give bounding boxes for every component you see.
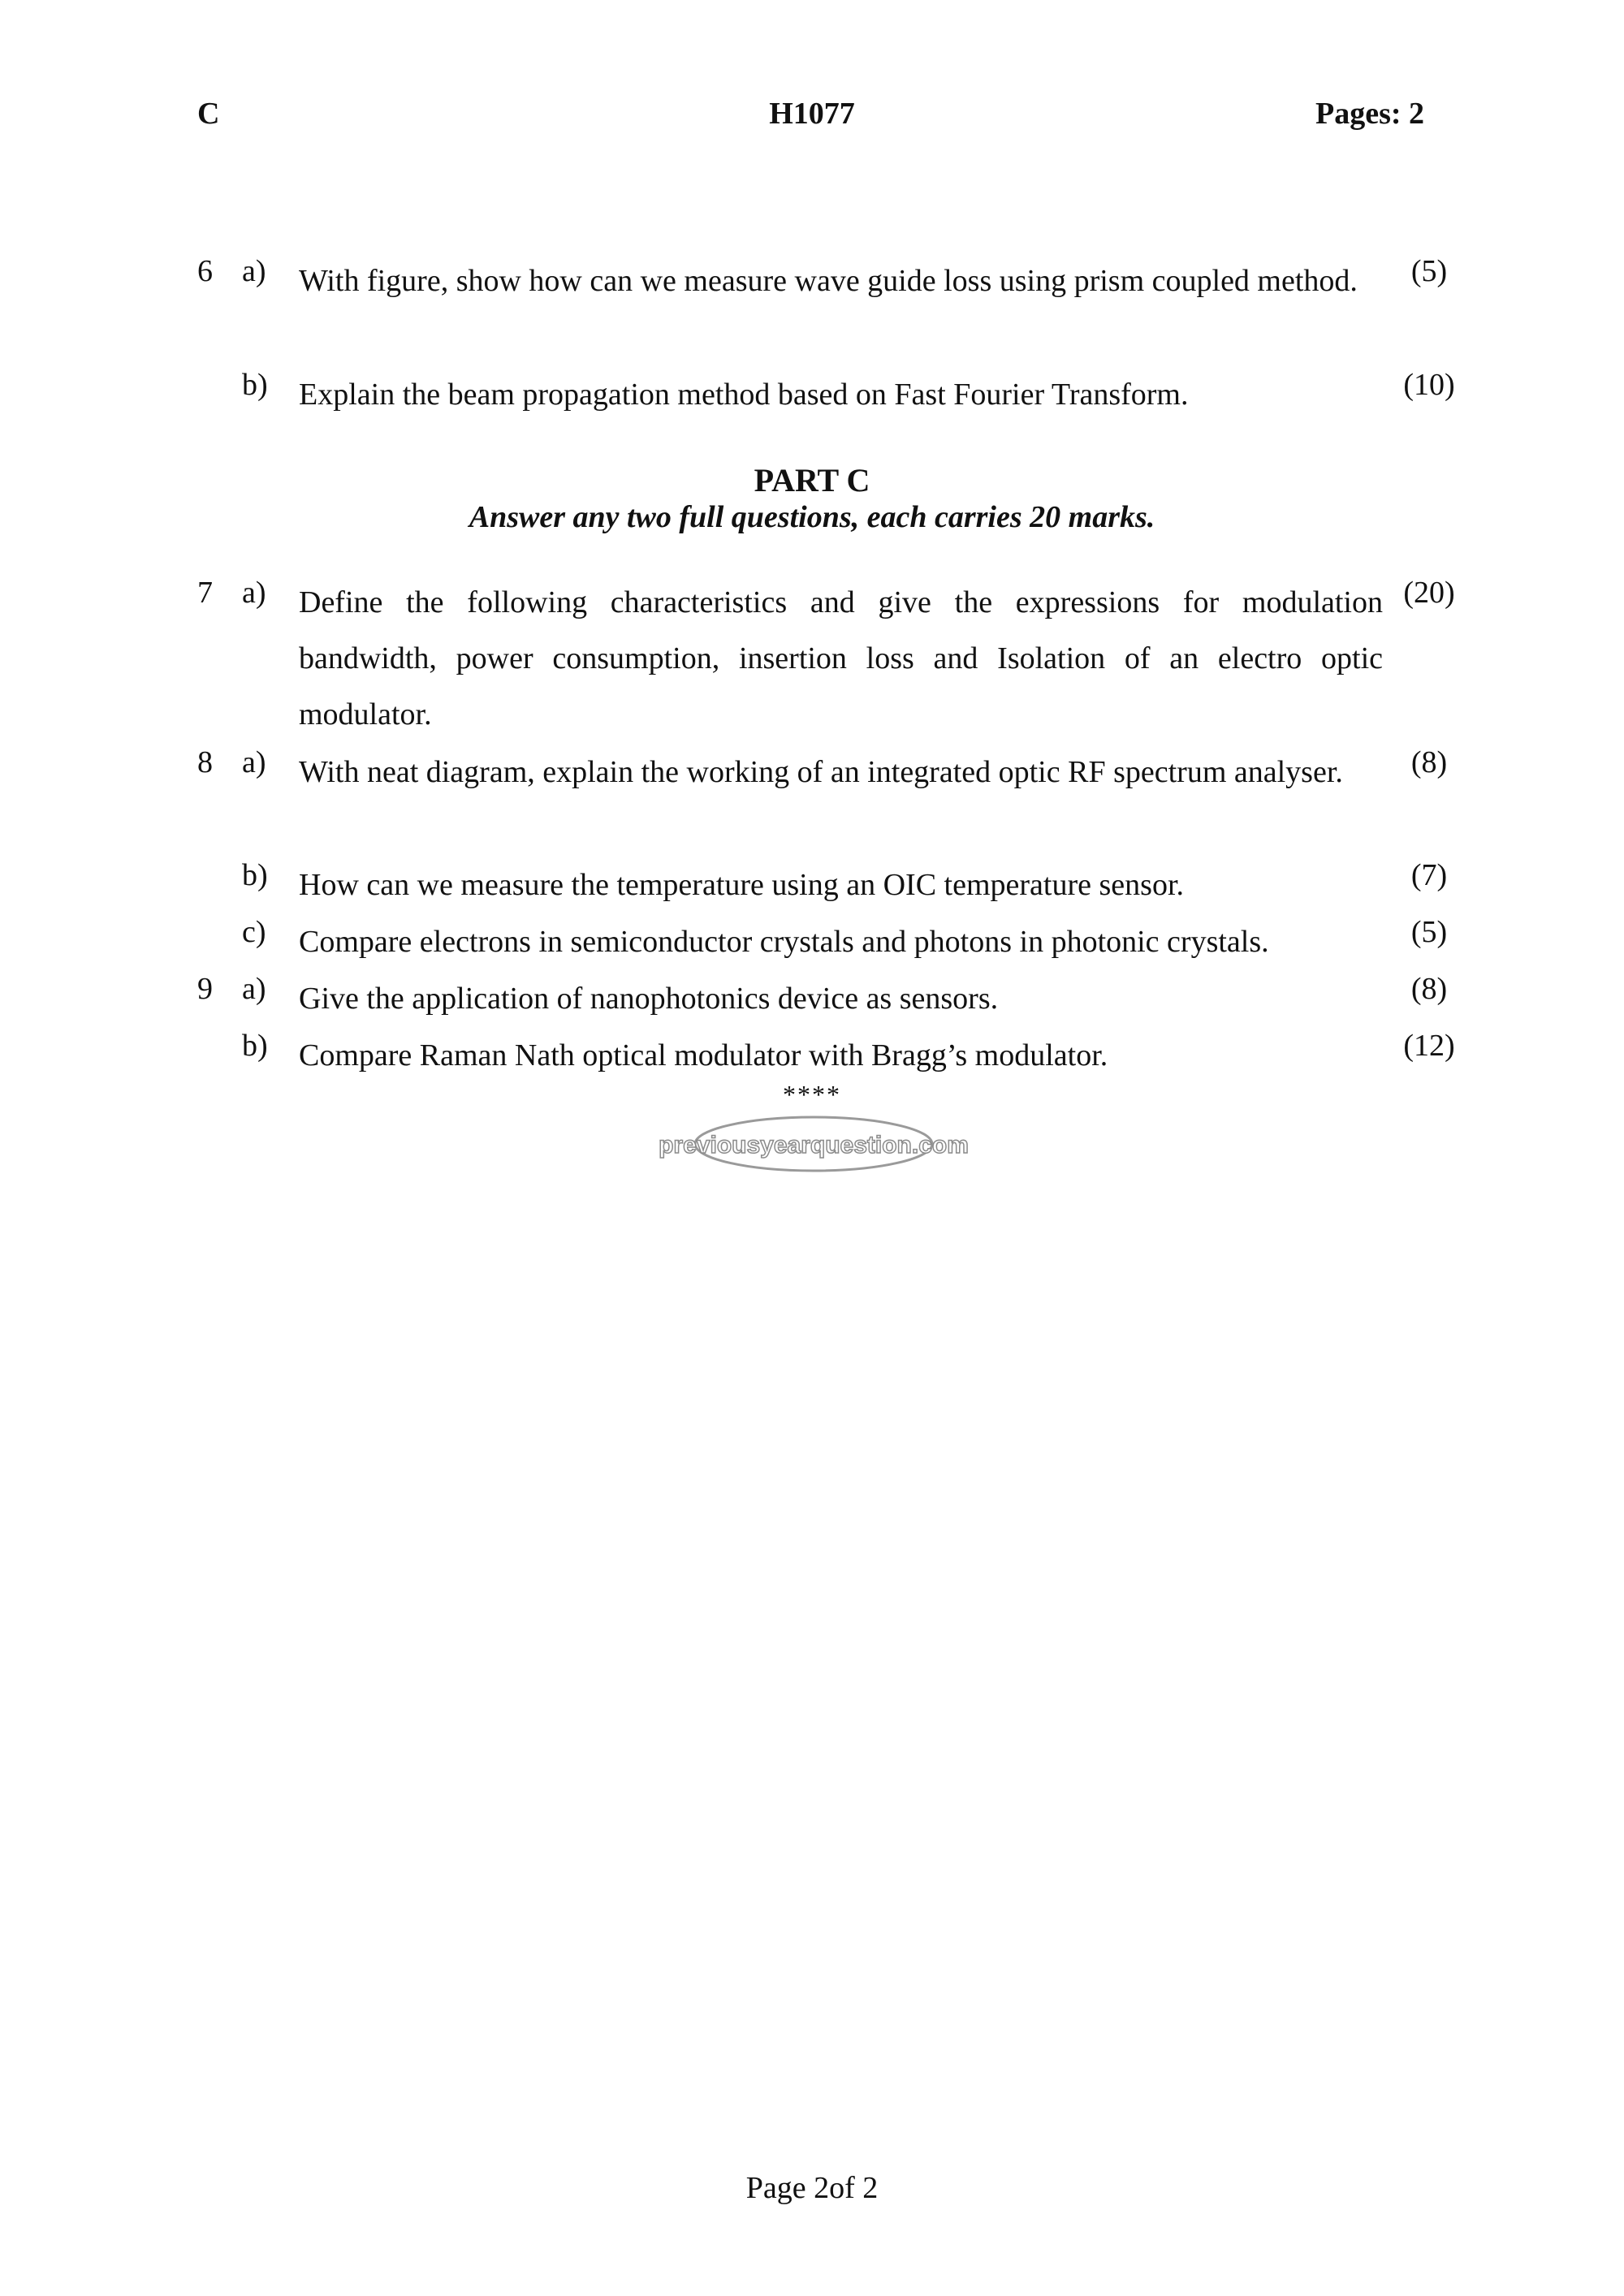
question-marks: (7) xyxy=(1410,858,1448,892)
question-part: c) xyxy=(242,915,266,949)
question-marks: (8) xyxy=(1410,972,1448,1006)
watermark-logo xyxy=(659,1114,969,1174)
question-part: b) xyxy=(242,858,268,892)
question-text: Compare Raman Nath optical modulator with Bragg’s modulator. xyxy=(299,1038,1108,1072)
question-text: With figure, show how can we measure wave guide loss using prism coupled method. xyxy=(299,264,1358,298)
section-instruction: Answer any two full questions, each carries 20 marks. xyxy=(469,500,1155,534)
question-number: 6 xyxy=(197,254,213,288)
question-text: Explain the beam propagation method based on Fast Fourier Transform. xyxy=(299,378,1189,412)
question-text: Give the application of nanophotonics device as sensors. xyxy=(299,982,999,1016)
header-page-count: Pages: 2 xyxy=(1315,97,1425,131)
question-number: 7 xyxy=(197,576,213,610)
question-marks: (12) xyxy=(1403,1029,1455,1063)
question-part: a) xyxy=(242,254,266,288)
question-text: Define the following characteristics and give the expressions for modulation bandwidth, power consumption, insertion loss and Isolation of an electro optic modulator. xyxy=(299,585,1383,732)
question-part: a) xyxy=(242,745,266,779)
question-text: How can we measure the temperature using an OIC temperature sensor. xyxy=(299,868,1184,902)
question-part: b) xyxy=(242,1029,268,1063)
question-marks: (8) xyxy=(1410,745,1448,779)
header-paper-code: H1077 xyxy=(769,97,855,131)
question-marks: (20) xyxy=(1403,576,1455,610)
question-marks: (5) xyxy=(1410,254,1448,288)
question-marks: (5) xyxy=(1410,915,1448,949)
question-part: b) xyxy=(242,368,268,402)
end-marker: **** xyxy=(783,1080,841,1109)
page-footer: Page 2of 2 xyxy=(745,2171,879,2205)
question-number: 8 xyxy=(197,745,213,779)
section-title: PART C xyxy=(754,462,870,498)
question-part: a) xyxy=(242,576,266,610)
question-text: With neat diagram, explain the working of an integrated optic RF spectrum analyser. xyxy=(299,755,1343,789)
question-text: Compare electrons in semiconductor crystals and photons in photonic crystals. xyxy=(299,925,1269,959)
watermark-text: previousyearquestion.com xyxy=(659,1132,969,1159)
question-part: a) xyxy=(242,972,266,1006)
question-marks: (10) xyxy=(1403,368,1455,402)
header-series-code: C xyxy=(197,97,220,131)
question-number: 9 xyxy=(197,972,213,1006)
